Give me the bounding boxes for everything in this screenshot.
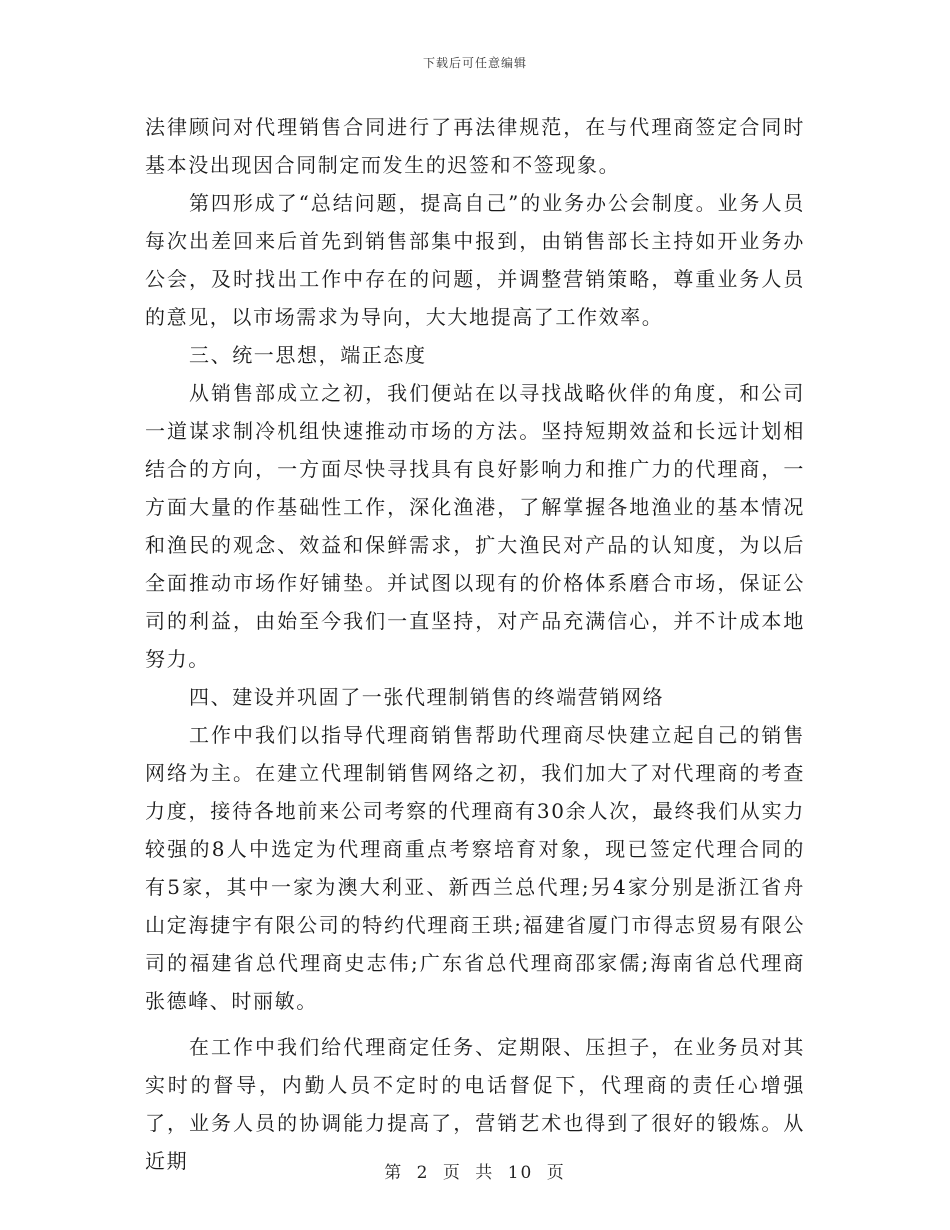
- page-header: 下载后可任意编辑: [422, 56, 527, 70]
- page-number-footer: 第 2 页 共 10 页: [384, 1163, 566, 1183]
- document-body: [145, 108, 805, 1180]
- paragraph-contract-review: 法律顾问对代理销售合同进行了再法律规范，在与代理商签定合同时基本没出现因合同制定而发生的迟签和不签现象。: [145, 115, 805, 177]
- paragraph-agent-network: 工作中我们以指导代理商销售帮助代理商尽快建立起自己的销售网络为主。在建立代理制销售网络之初，我们加大了对代理商的考查力度，接待各地前来公司考察的代理商有30余人次，最终我们从实力较强的8人中选定为代理商重点考察培育对象，现已签定代理合同的有5家，其中一家为澳大利亚、新西兰总代理;另4家分别是浙江省舟山定海捷宇有限公司的特约代理商王珙;福建省厦门市得志贸易有限公司的福建省总代理商史志伟;广东省总代理商邵家儒;海南省总代理商张德峰、时丽敏。: [145, 723, 805, 1013]
- paragraph-agent-tasks: 在工作中我们给代理商定任务、定期限、压担子，在业务员对其实时的督导，内勤人员不定时的电话督促下，代理商的责任心增强了，业务人员的协调能力提高了，营销艺术也得到了很好的锻炼。从近期: [145, 1035, 805, 1173]
- paragraph-meeting-system: 第四形成了“总结问题，提高自己”的业务办公会制度。业务人员每次出差回来后首先到销售部集中报到，由销售部长主持如开业务办公会，及时找出工作中存在的问题，并调整营销策略，尊重业务人员的意见，以市场需求为导向，大大地提高了工作效率。: [145, 191, 805, 329]
- paragraph-strategy: 从销售部成立之初，我们便站在以寻找战略伙伴的角度，和公司一道谋求制冷机组快速推动市场的方法。坚持短期效益和长远计划相结合的方向，一方面尽快寻找具有良好影响力和推广力的代理商，一方面大量的作基础性工作，深化渔港，了解掌握各地渔业的基本情况和渔民的观念、效益和保鲜需求，扩大渔民对产品的认知度，为以后全面推动市场作好铺垫。并试图以现有的价格体系磨合市场，保证公司的利益，由始至今我们一直坚持，对产品充满信心，并不计成本地努力。: [145, 381, 805, 671]
- section-heading-unify-thinking: 三、统一思想，端正态度: [189, 343, 427, 367]
- section-heading-sales-network: 四、建设并巩固了一张代理制销售的终端营销网络: [189, 685, 665, 709]
